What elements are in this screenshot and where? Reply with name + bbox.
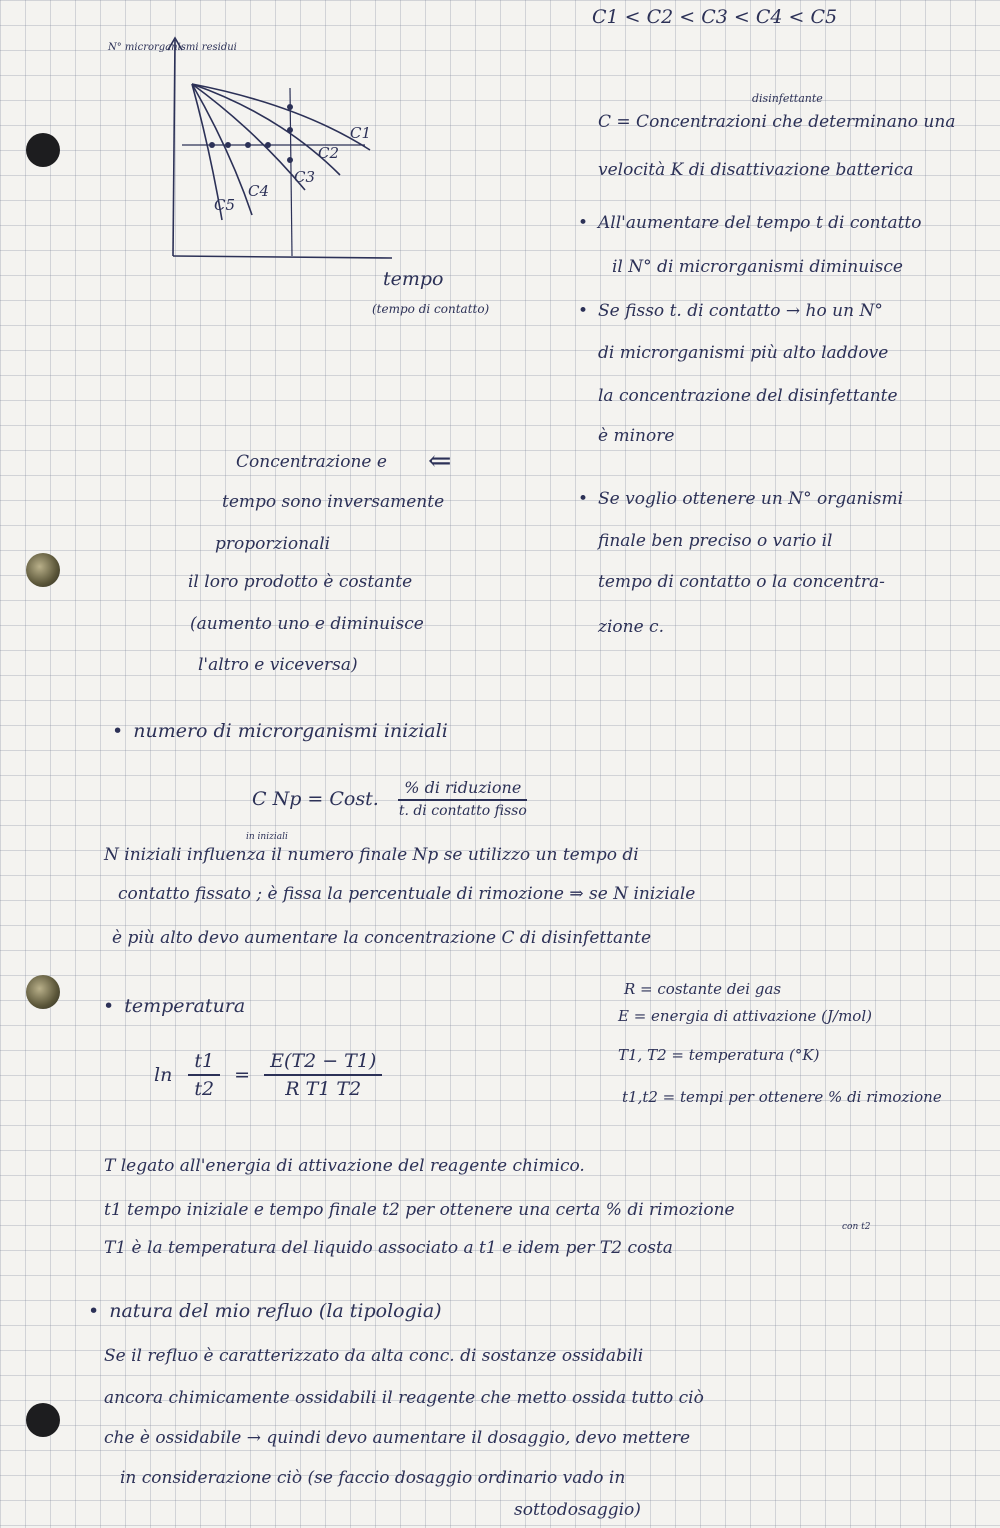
temperature-heading: • temperatura (103, 995, 245, 1017)
y-axis-label: N° microrganismi residui (108, 42, 237, 53)
initial-line-3: è più alto devo aumentare la concentrazione C di disinfettante (112, 928, 652, 948)
observation-1-line-1: • All'aumentare del tempo t di contatto (578, 213, 921, 233)
curve-label-c4: C4 (248, 182, 270, 200)
observation-2-line-2: di microrganismi più alto laddove (598, 343, 889, 363)
concentration-order: C1 < C2 < C3 < C4 < C5 (592, 6, 838, 28)
x-axis-sublabel: (tempo di contatto) (372, 302, 490, 316)
temperature-line-1: T legato all'energia di attivazione del reagente chimico. (104, 1156, 585, 1176)
formula-left: C Np = Cost. (252, 787, 379, 810)
binder-hole-2 (26, 553, 60, 587)
observation-3-line-2: finale ben preciso o vario il (598, 531, 833, 551)
nature-line-1: Se il refluo è caratterizzato da alta conc. di sostanze ossidabili (104, 1346, 644, 1366)
formula-t1: t1 (188, 1050, 220, 1076)
curve-label-c3: C3 (294, 168, 316, 186)
observation-2-line-4: è minore (598, 426, 675, 446)
curve-c3 (192, 84, 305, 190)
observation-3-line-4: zione c. (598, 617, 664, 637)
formula-t2: t2 (194, 1078, 215, 1100)
nature-line-5: sottodosaggio) (514, 1500, 641, 1520)
binder-hole-3 (26, 975, 60, 1009)
initial-line-1: N iniziali influenza il numero finale Np se utilizzo un tempo di (104, 845, 639, 865)
small-annotation-iniziali: in iniziali (246, 832, 288, 842)
temperature-line-2: t1 tempo iniziale e tempo finale t2 per ottenere una certa % di rimozione (104, 1200, 735, 1220)
observation-3-line-3: tempo di contatto o la concentra- (598, 572, 885, 592)
formula-ln: ln (154, 1064, 173, 1086)
small-annotation-con-t2: con t2 (842, 1222, 871, 1232)
curve-label-c5: C5 (214, 196, 236, 214)
proportional-line-2: tempo sono inversamente (222, 492, 445, 512)
proportional-line-3: proporzionali (215, 534, 331, 554)
x-axis (173, 256, 392, 258)
nature-heading: • natura del mio refluo (la tipologia) (88, 1300, 442, 1322)
formula-energy-numerator: E(T2 − T1) (264, 1050, 382, 1076)
proportional-line-4: il loro prodotto è costante (188, 572, 413, 592)
formula-denominator: t. di contatto fisso (398, 803, 527, 819)
nature-line-4: in considerazione ciò (se faccio dosaggio ordinario vado in (120, 1468, 626, 1488)
nature-line-3: che è ossidabile → quindi devo aumentare il dosaggio, devo mettere (104, 1428, 691, 1448)
nature-line-2: ancora chimicamente ossidabili il reagente che metto ossida tutto ciò (104, 1388, 704, 1408)
curve-label-c2: C2 (318, 144, 340, 162)
formula-numerator: % di riduzione (398, 778, 527, 801)
concentration-definition-line-1: C = Concentrazioni che determinano una (598, 112, 956, 132)
temperature-legend-4: t1,t2 = tempi per ottenere % di rimozione (622, 1088, 942, 1106)
observation-3-line-1: • Se voglio ottenere un N° organismi (578, 489, 903, 509)
proportional-arrow: ⇐ (428, 444, 452, 477)
initial-line-2: contatto fissato ; è fissa la percentuale di rimozione ⇒ se N iniziale (118, 884, 696, 904)
observation-2-line-3: la concentrazione del disinfettante (598, 386, 898, 406)
temperature-legend-2: E = energia di attivazione (J/mol) (618, 1007, 872, 1025)
observation-1-line-2: il N° di microrganismi diminuisce (612, 257, 903, 277)
temperature-legend-3: T1, T2 = temperatura (°K) (618, 1046, 820, 1064)
initial-microorganisms-formula (252, 778, 533, 819)
binder-hole-4 (26, 1403, 60, 1437)
proportional-line-6: l'altro e viceversa) (198, 655, 358, 675)
temperature-legend-1: R = costante dei gas (624, 980, 782, 998)
initial-microorganisms-heading: • numero di microrganismi iniziali (112, 720, 448, 742)
observation-2-line-1: • Se fisso t. di contatto → ho un N° (578, 301, 883, 321)
x-axis-label: tempo (383, 268, 444, 290)
temperature-line-3: T1 è la temperatura del liquido associato a t1 e idem per T2 costa (104, 1238, 673, 1258)
proportional-line-1: Concentrazione e (236, 452, 387, 472)
y-axis (173, 40, 175, 256)
temperature-formula: ln $\frac{t1}{t2}$ = $\frac{E(T2 - T1)}{\text{R T1 T2}}$ (154, 1050, 382, 1100)
small-annotation-disinfettante: disinfettante (752, 92, 823, 105)
curve-label-c1: C1 (350, 124, 372, 142)
proportional-line-5: (aumento uno e diminuisce (190, 614, 424, 634)
formula-energy-denominator: R T1 T2 (285, 1078, 362, 1100)
concentration-definition-line-2: velocità K di disattivazione batterica (598, 160, 914, 180)
